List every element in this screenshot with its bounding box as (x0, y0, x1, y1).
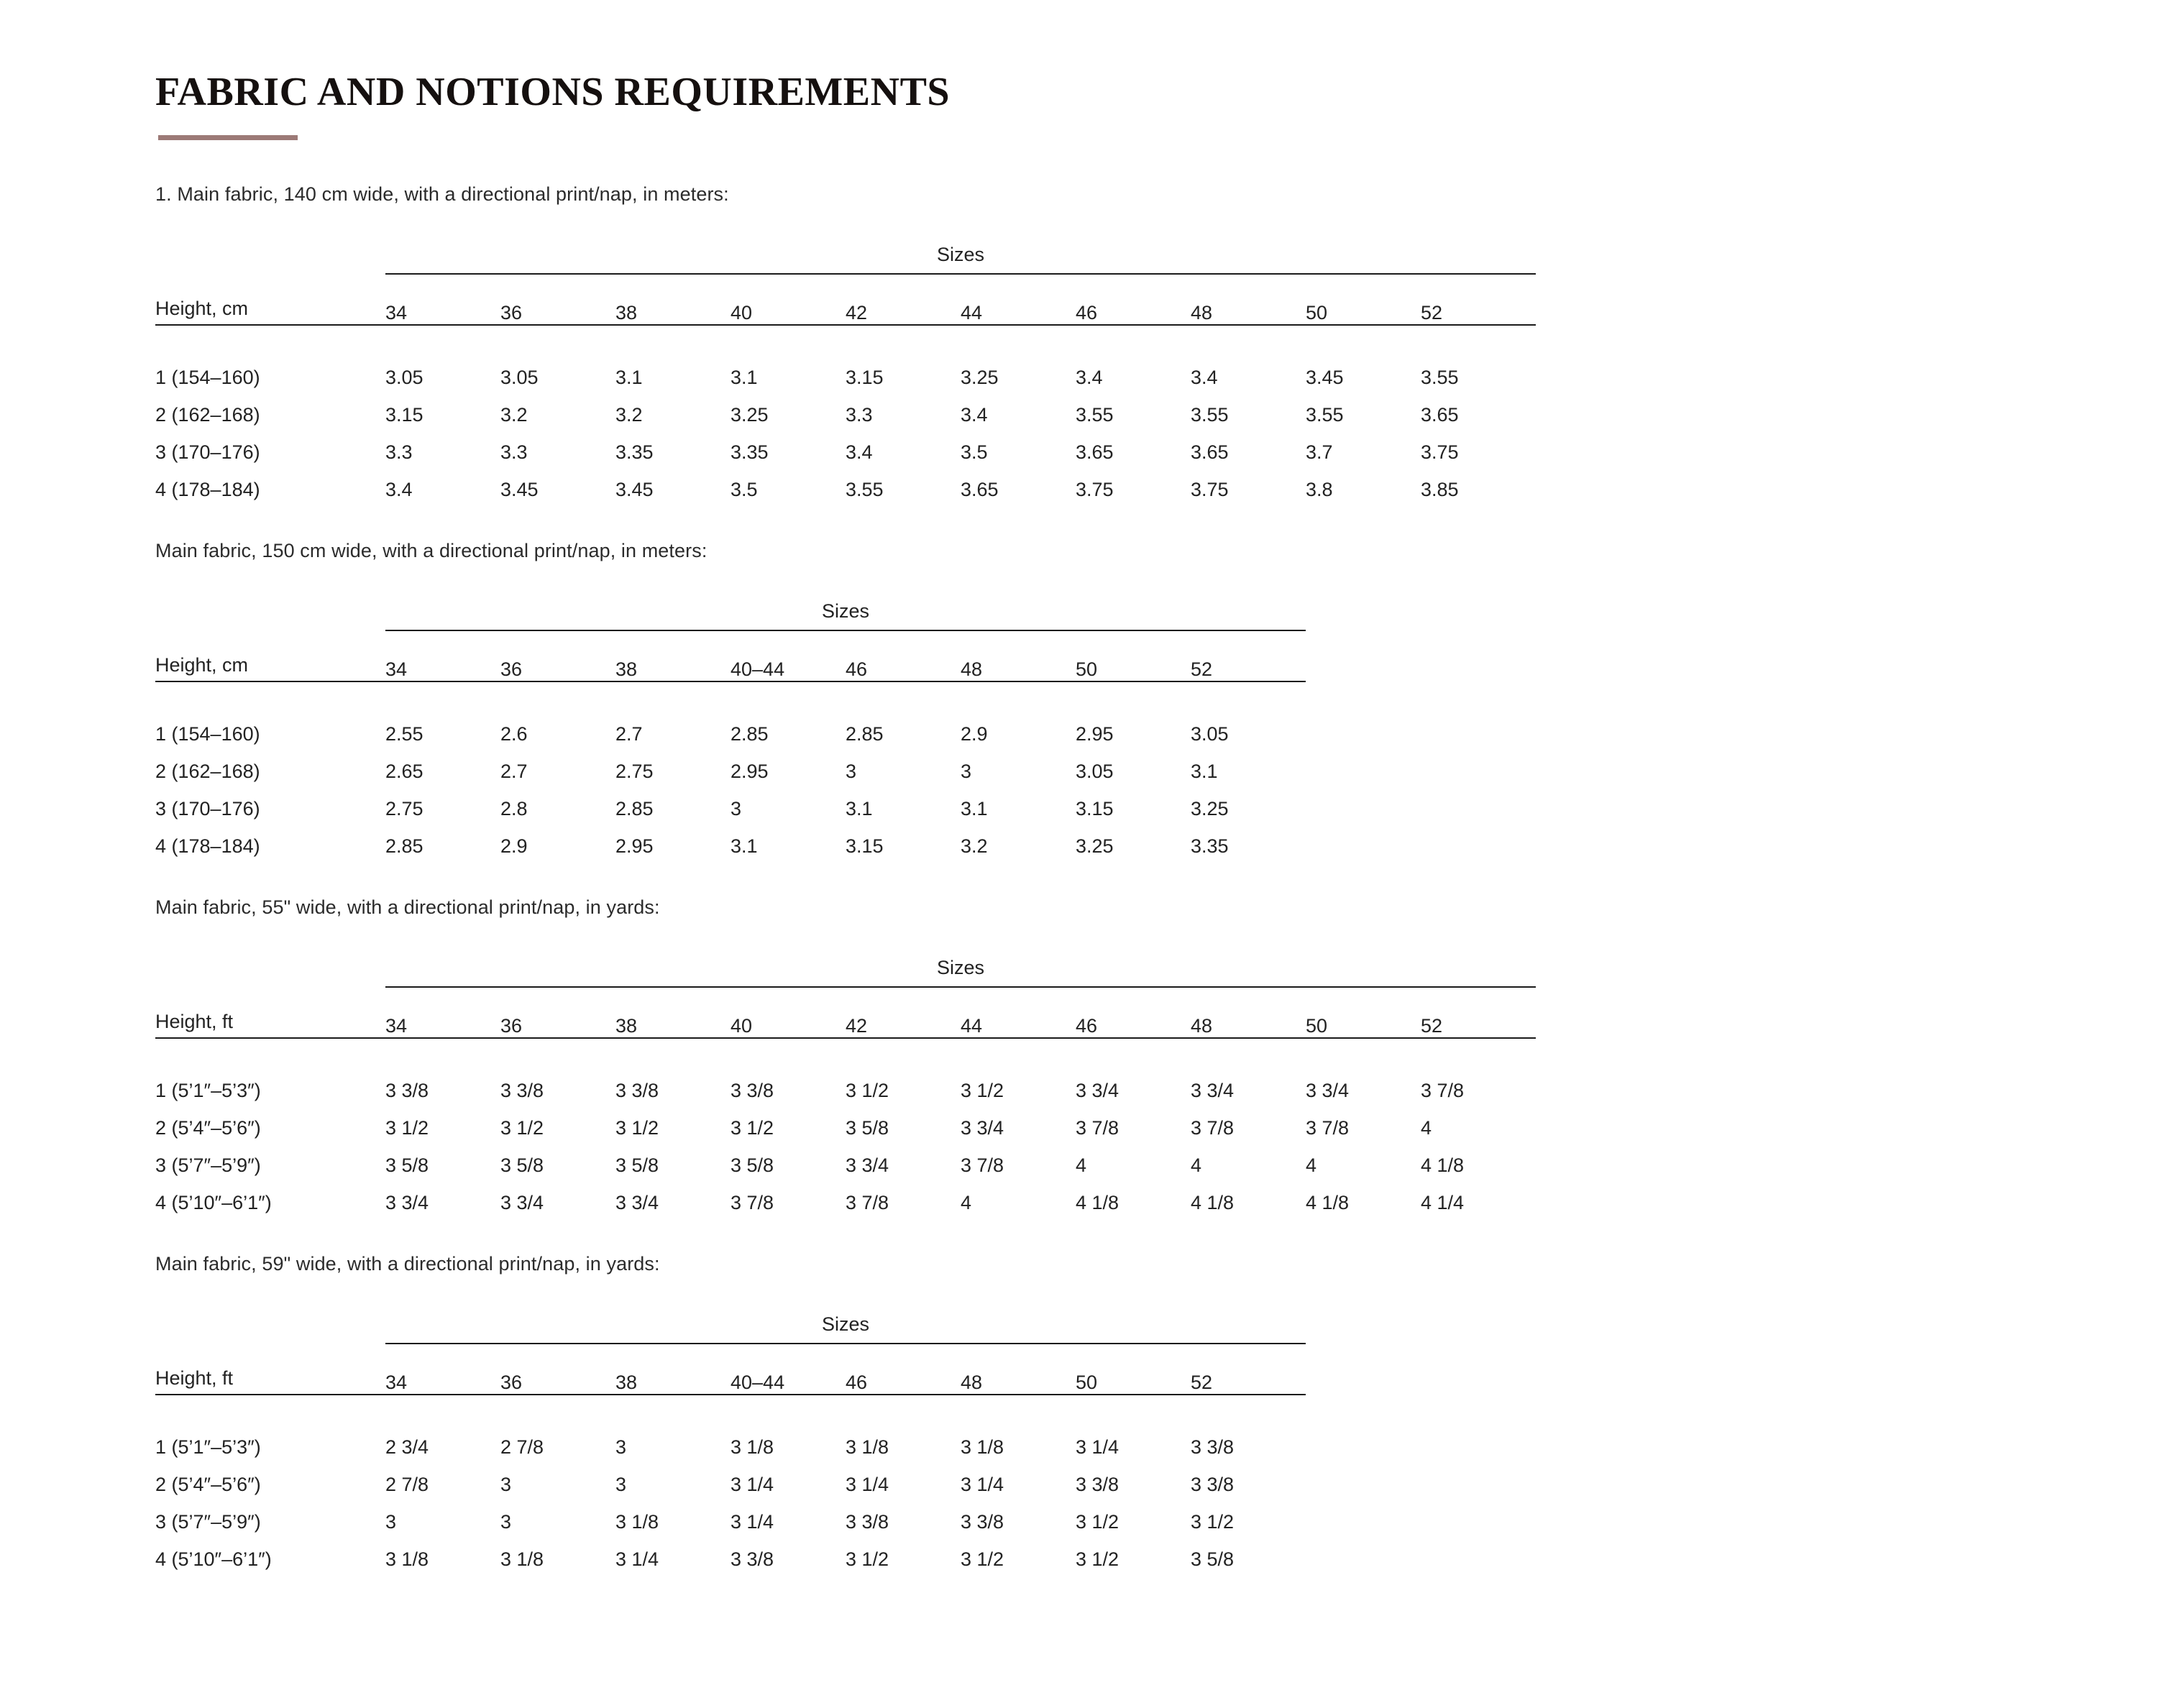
table-cell: 3 (961, 761, 972, 782)
size-column-header: 40 (731, 274, 846, 325)
size-column-header: 50 (1306, 987, 1421, 1038)
spacer-cell (615, 681, 731, 708)
spacer-cell (846, 681, 961, 708)
table-cell: 2 7/8 (500, 1436, 544, 1458)
table-cell: 3 3/4 (385, 1192, 429, 1213)
table-cell: 3.2 (961, 835, 988, 857)
table-cell: 3.1 (731, 367, 758, 388)
table-cell: 3 (500, 1474, 512, 1495)
size-column-header: 46 (846, 1344, 961, 1395)
size-column-header: 46 (1076, 274, 1191, 325)
table-cell: 2.9 (961, 723, 988, 745)
height-row-label: 4 (5’10″–6’1″) (155, 1192, 272, 1213)
table-cell: 3.2 (615, 404, 643, 426)
table-row (155, 1065, 1536, 1102)
table-column-header-row (155, 1344, 1306, 1395)
table-caption: Main fabric, 59" wide, with a directional print/nap, in yards: (155, 1253, 660, 1275)
sizes-group-label: Sizes (385, 224, 1536, 274)
height-row-label: 2 (162–168) (155, 404, 260, 426)
table-cell: 3 1/4 (846, 1474, 889, 1495)
table-cell: 3 1/4 (1076, 1436, 1119, 1458)
size-column-header: 50 (1076, 630, 1191, 681)
table-cell: 3 3/8 (731, 1548, 774, 1570)
table-cell: 3 1/2 (500, 1117, 544, 1139)
table-cell: 3 1/4 (615, 1548, 659, 1570)
table-row (155, 426, 1536, 464)
table-cell: 2.9 (500, 835, 528, 857)
spacer-cell (385, 1038, 500, 1065)
table-cell: 3.8 (1306, 479, 1333, 500)
table-cell: 3.75 (1421, 441, 1459, 463)
size-column-header: 36 (500, 274, 615, 325)
table-cell: 3.2 (500, 404, 528, 426)
table-cell: 3.25 (1076, 835, 1114, 857)
table-cell: 3.1 (1191, 761, 1218, 782)
table-cell: 3.55 (846, 479, 884, 500)
corner-blank-cell (155, 224, 385, 274)
table-cell: 3.25 (731, 404, 769, 426)
table-group-header-row (155, 224, 1536, 274)
table-cell: 3.05 (1076, 761, 1114, 782)
table-cell: 3.85 (1421, 479, 1459, 500)
size-column-header: 38 (615, 1344, 731, 1395)
height-row-label: 1 (154–160) (155, 723, 260, 745)
table-cell: 3 1/8 (731, 1436, 774, 1458)
spacer-cell (385, 325, 500, 352)
spacer-cell (961, 1395, 1076, 1421)
table-cell: 3 5/8 (846, 1117, 889, 1139)
table-cell: 3.15 (846, 835, 884, 857)
table-cell: 3.05 (1191, 723, 1229, 745)
table-cell: 2.85 (615, 798, 654, 819)
table-cell: 3.15 (1076, 798, 1114, 819)
size-column-header: 48 (1191, 987, 1306, 1038)
table-cell: 3 3/8 (1076, 1474, 1119, 1495)
size-column-header: 40–44 (731, 1344, 846, 1395)
fabric-requirements-table (155, 581, 1306, 858)
size-column-header: 48 (961, 630, 1076, 681)
corner-blank-cell (155, 1294, 385, 1344)
height-row-label: 3 (5’7″–5’9″) (155, 1511, 261, 1533)
height-row-label: 1 (154–160) (155, 367, 260, 388)
table-cell: 3.35 (731, 441, 769, 463)
table-row (155, 1139, 1536, 1177)
size-column-header: 38 (615, 630, 731, 681)
table-cell: 3 1/2 (731, 1117, 774, 1139)
table-row (155, 464, 1536, 501)
table-cell: 3.1 (615, 367, 643, 388)
table-cell: 4 1/8 (1076, 1192, 1119, 1213)
table-cell: 3 (385, 1511, 397, 1533)
spacer-cell (846, 1038, 961, 1065)
table-cell: 3.65 (1191, 441, 1229, 463)
title-underline-accent (158, 135, 298, 140)
spacer-cell (731, 325, 846, 352)
table-row (155, 745, 1306, 783)
table-cell: 2.8 (500, 798, 528, 819)
table-cell: 3 1/2 (961, 1548, 1004, 1570)
height-row-label: 3 (5’7″–5’9″) (155, 1154, 261, 1176)
table-spacer-row (155, 1038, 1536, 1065)
table-cell: 3.4 (1191, 367, 1218, 388)
size-column-header: 40 (731, 987, 846, 1038)
fabric-requirements-table (155, 224, 1536, 501)
table-cell: 3 1/2 (846, 1080, 889, 1101)
table-cell: 3 5/8 (385, 1154, 429, 1176)
height-row-label: 2 (5’4″–5’6″) (155, 1117, 261, 1139)
table-cell: 3 (615, 1436, 627, 1458)
table-cell: 3 1/2 (961, 1080, 1004, 1101)
table-cell: 3.25 (1191, 798, 1229, 819)
table-row (155, 1496, 1306, 1533)
table-cell: 3 3/8 (385, 1080, 429, 1101)
spacer-cell (731, 1038, 846, 1065)
table-cell: 4 (1076, 1154, 1087, 1176)
table-cell: 3.7 (1306, 441, 1333, 463)
table-cell: 3.55 (1076, 404, 1114, 426)
table-cell: 4 (1421, 1117, 1432, 1139)
spacer-cell (500, 1038, 615, 1065)
table-cell: 3 1/2 (385, 1117, 429, 1139)
table-cell: 2.75 (615, 761, 654, 782)
table-caption: Main fabric, 55" wide, with a directional print/nap, in yards: (155, 896, 660, 918)
table-cell: 3 1/4 (961, 1474, 1004, 1495)
size-column-header: 46 (1076, 987, 1191, 1038)
table-cell: 3 1/8 (500, 1548, 544, 1570)
spacer-cell (846, 325, 961, 352)
table-cell: 2.7 (615, 723, 643, 745)
table-cell: 3 3/4 (961, 1117, 1004, 1139)
table-group-header-row (155, 1294, 1306, 1344)
table-cell: 3 1/2 (1076, 1548, 1119, 1570)
spacer-cell (961, 681, 1076, 708)
spacer-cell (500, 325, 615, 352)
table-cell: 3 5/8 (1191, 1548, 1235, 1570)
table-cell: 3 7/8 (961, 1154, 1004, 1176)
table-cell: 3 (731, 798, 742, 819)
table-cell: 3 (846, 761, 857, 782)
height-row-label: 1 (5’1″–5’3″) (155, 1436, 261, 1458)
spacer-cell (155, 1395, 385, 1421)
table-cell: 3 1/2 (846, 1548, 889, 1570)
table-cell: 3 7/8 (1076, 1117, 1119, 1139)
table-cell: 4 1/4 (1421, 1192, 1465, 1213)
spacer-cell (615, 325, 731, 352)
table-cell: 4 1/8 (1306, 1192, 1350, 1213)
table-cell: 3 1/4 (731, 1511, 774, 1533)
fabric-requirements-table (155, 1294, 1306, 1571)
table-cell: 3 3/4 (615, 1192, 659, 1213)
table-cell: 3.1 (731, 835, 758, 857)
table-row (155, 1177, 1536, 1214)
table-cell: 3.3 (846, 404, 873, 426)
table-column-header-row (155, 987, 1536, 1038)
table-cell: 3 3/8 (961, 1511, 1004, 1533)
table-cell: 3.55 (1306, 404, 1344, 426)
height-row-label: 2 (5’4″–5’6″) (155, 1474, 261, 1495)
table-cell: 2.7 (500, 761, 528, 782)
table-cell: 2 3/4 (385, 1436, 429, 1458)
height-row-label: 4 (5’10″–6’1″) (155, 1548, 272, 1570)
size-column-header: 48 (1191, 274, 1306, 325)
table-cell: 3.65 (961, 479, 999, 500)
spacer-cell (1191, 1038, 1306, 1065)
height-row-label: 3 (170–176) (155, 441, 260, 463)
spacer-cell (1421, 1038, 1536, 1065)
table-group-header-row (155, 581, 1306, 630)
size-column-header: 42 (846, 274, 961, 325)
table-cell: 3.75 (1076, 479, 1114, 500)
table-spacer-row (155, 1395, 1306, 1421)
table-cell: 3 (500, 1511, 512, 1533)
table-cell: 3 3/8 (615, 1080, 659, 1101)
table-cell: 3 1/4 (731, 1474, 774, 1495)
table-cell: 3.45 (1306, 367, 1344, 388)
table-cell: 3 1/8 (846, 1436, 889, 1458)
table-cell: 3 1/2 (1191, 1511, 1235, 1533)
size-column-header: 52 (1191, 1344, 1306, 1395)
table-cell: 3 7/8 (846, 1192, 889, 1213)
table-cell: 3.75 (1191, 479, 1229, 500)
table-cell: 3 3/8 (1191, 1474, 1235, 1495)
table-cell: 3 1/8 (385, 1548, 429, 1570)
spacer-cell (1076, 325, 1191, 352)
height-row-label: 1 (5’1″–5’3″) (155, 1080, 261, 1101)
table-cell: 3.05 (500, 367, 539, 388)
table-cell: 3 (615, 1474, 627, 1495)
table-cell: 3.65 (1076, 441, 1114, 463)
size-column-header: 48 (961, 1344, 1076, 1395)
table-cell: 3 3/4 (1191, 1080, 1235, 1101)
table-cell: 4 1/8 (1421, 1154, 1465, 1176)
height-column-header: Height, cm (155, 274, 385, 325)
table-cell: 4 1/8 (1191, 1192, 1235, 1213)
table-cell: 3 1/8 (615, 1511, 659, 1533)
table-cell: 2.65 (385, 761, 423, 782)
table-cell: 2.85 (846, 723, 884, 745)
spacer-cell (1306, 325, 1421, 352)
table-cell: 2.85 (731, 723, 769, 745)
table-row (155, 820, 1306, 858)
height-column-header: Height, cm (155, 630, 385, 681)
table-cell: 3 3/4 (500, 1192, 544, 1213)
spacer-cell (1076, 1395, 1191, 1421)
table-cell: 3.35 (1191, 835, 1229, 857)
table-cell: 2.95 (731, 761, 769, 782)
table-cell: 2.55 (385, 723, 423, 745)
table-cell: 3 1/2 (1076, 1511, 1119, 1533)
table-cell: 3.4 (961, 404, 988, 426)
table-cell: 3.55 (1191, 404, 1229, 426)
table-row (155, 352, 1536, 389)
table-column-header-row (155, 274, 1536, 325)
table-cell: 3.65 (1421, 404, 1459, 426)
spacer-cell (155, 1038, 385, 1065)
size-column-header: 52 (1191, 630, 1306, 681)
table-cell: 3 3/8 (846, 1511, 889, 1533)
table-cell: 3.3 (500, 441, 528, 463)
table-column-header-row (155, 630, 1306, 681)
spacer-cell (615, 1038, 731, 1065)
spacer-cell (615, 1395, 731, 1421)
table-group-header-row (155, 937, 1536, 987)
height-column-header: Height, ft (155, 1344, 385, 1395)
table-cell: 2.95 (1076, 723, 1114, 745)
spacer-cell (731, 681, 846, 708)
table-row (155, 783, 1306, 820)
table-cell: 3 5/8 (615, 1154, 659, 1176)
table-cell: 3 7/8 (1421, 1080, 1465, 1101)
table-cell: 3 3/4 (1076, 1080, 1119, 1101)
spacer-cell (155, 681, 385, 708)
table-caption: 1. Main fabric, 140 cm wide, with a directional print/nap, in meters: (155, 183, 729, 205)
height-row-label: 4 (178–184) (155, 835, 260, 857)
table-cell: 3 5/8 (500, 1154, 544, 1176)
size-column-header: 34 (385, 1344, 500, 1395)
table-cell: 3 7/8 (1191, 1117, 1235, 1139)
table-cell: 3.1 (846, 798, 873, 819)
spacer-cell (731, 1395, 846, 1421)
size-column-header: 34 (385, 987, 500, 1038)
size-column-header: 44 (961, 274, 1076, 325)
table-row (155, 1533, 1306, 1571)
sizes-group-label: Sizes (385, 937, 1536, 987)
size-column-header: 36 (500, 1344, 615, 1395)
fabric-requirements-table (155, 937, 1536, 1214)
table-cell: 3.25 (961, 367, 999, 388)
table-cell: 3.1 (961, 798, 988, 819)
size-column-header: 34 (385, 630, 500, 681)
table-cell: 2.75 (385, 798, 423, 819)
size-column-header: 36 (500, 987, 615, 1038)
table-cell: 3 3/8 (731, 1080, 774, 1101)
table-row (155, 708, 1306, 745)
spacer-cell (1421, 325, 1536, 352)
sizes-group-label: Sizes (385, 581, 1306, 630)
table-spacer-row (155, 325, 1536, 352)
size-column-header: 52 (1421, 987, 1536, 1038)
table-cell: 4 (961, 1192, 972, 1213)
table-cell: 3 1/8 (961, 1436, 1004, 1458)
spacer-cell (385, 1395, 500, 1421)
table-row (155, 1102, 1536, 1139)
size-column-header: 50 (1306, 274, 1421, 325)
table-row (155, 1459, 1306, 1496)
table-cell: 2.85 (385, 835, 423, 857)
table-cell: 3.45 (615, 479, 654, 500)
spacer-cell (155, 325, 385, 352)
corner-blank-cell (155, 937, 385, 987)
table-row (155, 389, 1536, 426)
table-cell: 3.5 (961, 441, 988, 463)
table-cell: 3 3/8 (1191, 1436, 1235, 1458)
sizes-group-label: Sizes (385, 1294, 1306, 1344)
height-row-label: 2 (162–168) (155, 761, 260, 782)
table-cell: 3.05 (385, 367, 423, 388)
corner-blank-cell (155, 581, 385, 630)
size-column-header: 52 (1421, 274, 1536, 325)
spacer-cell (1191, 325, 1306, 352)
spacer-cell (500, 681, 615, 708)
table-row (155, 1421, 1306, 1459)
height-column-header: Height, ft (155, 987, 385, 1038)
table-cell: 3.5 (731, 479, 758, 500)
spacer-cell (385, 681, 500, 708)
size-column-header: 38 (615, 987, 731, 1038)
spacer-cell (1076, 1038, 1191, 1065)
table-caption: Main fabric, 150 cm wide, with a directional print/nap, in meters: (155, 540, 707, 561)
table-cell: 2 7/8 (385, 1474, 429, 1495)
table-cell: 3.35 (615, 441, 654, 463)
table-cell: 4 (1191, 1154, 1202, 1176)
spacer-cell (961, 1038, 1076, 1065)
table-cell: 3 3/8 (500, 1080, 544, 1101)
size-column-header: 36 (500, 630, 615, 681)
table-cell: 2.95 (615, 835, 654, 857)
table-cell: 3.55 (1421, 367, 1459, 388)
size-column-header: 34 (385, 274, 500, 325)
size-column-header: 50 (1076, 1344, 1191, 1395)
tables-container (155, 183, 2157, 1571)
spacer-cell (1306, 1038, 1421, 1065)
table-cell: 3 7/8 (1306, 1117, 1350, 1139)
table-cell: 3.4 (846, 441, 873, 463)
table-cell: 3 5/8 (731, 1154, 774, 1176)
spacer-cell (500, 1395, 615, 1421)
spacer-cell (1076, 681, 1191, 708)
spacer-cell (961, 325, 1076, 352)
table-cell: 3.4 (385, 479, 413, 500)
table-cell: 2.6 (500, 723, 528, 745)
table-cell: 3.15 (846, 367, 884, 388)
table-cell: 3 1/2 (615, 1117, 659, 1139)
table-cell: 4 (1306, 1154, 1317, 1176)
table-cell: 3 3/4 (1306, 1080, 1350, 1101)
size-column-header: 44 (961, 987, 1076, 1038)
size-column-header: 38 (615, 274, 731, 325)
page-title: FABRIC AND NOTIONS REQUIREMENTS (155, 70, 951, 114)
size-column-header: 42 (846, 987, 961, 1038)
spacer-cell (1191, 1395, 1306, 1421)
table-cell: 3.3 (385, 441, 413, 463)
height-row-label: 4 (178–184) (155, 479, 260, 500)
table-cell: 3.45 (500, 479, 539, 500)
table-cell: 3.15 (385, 404, 423, 426)
table-cell: 3.4 (1076, 367, 1103, 388)
height-row-label: 3 (170–176) (155, 798, 260, 819)
spacer-cell (1191, 681, 1306, 708)
table-spacer-row (155, 681, 1306, 708)
spacer-cell (846, 1395, 961, 1421)
table-cell: 3 3/4 (846, 1154, 889, 1176)
size-column-header: 46 (846, 630, 961, 681)
table-cell: 3 7/8 (731, 1192, 774, 1213)
size-column-header: 40–44 (731, 630, 846, 681)
